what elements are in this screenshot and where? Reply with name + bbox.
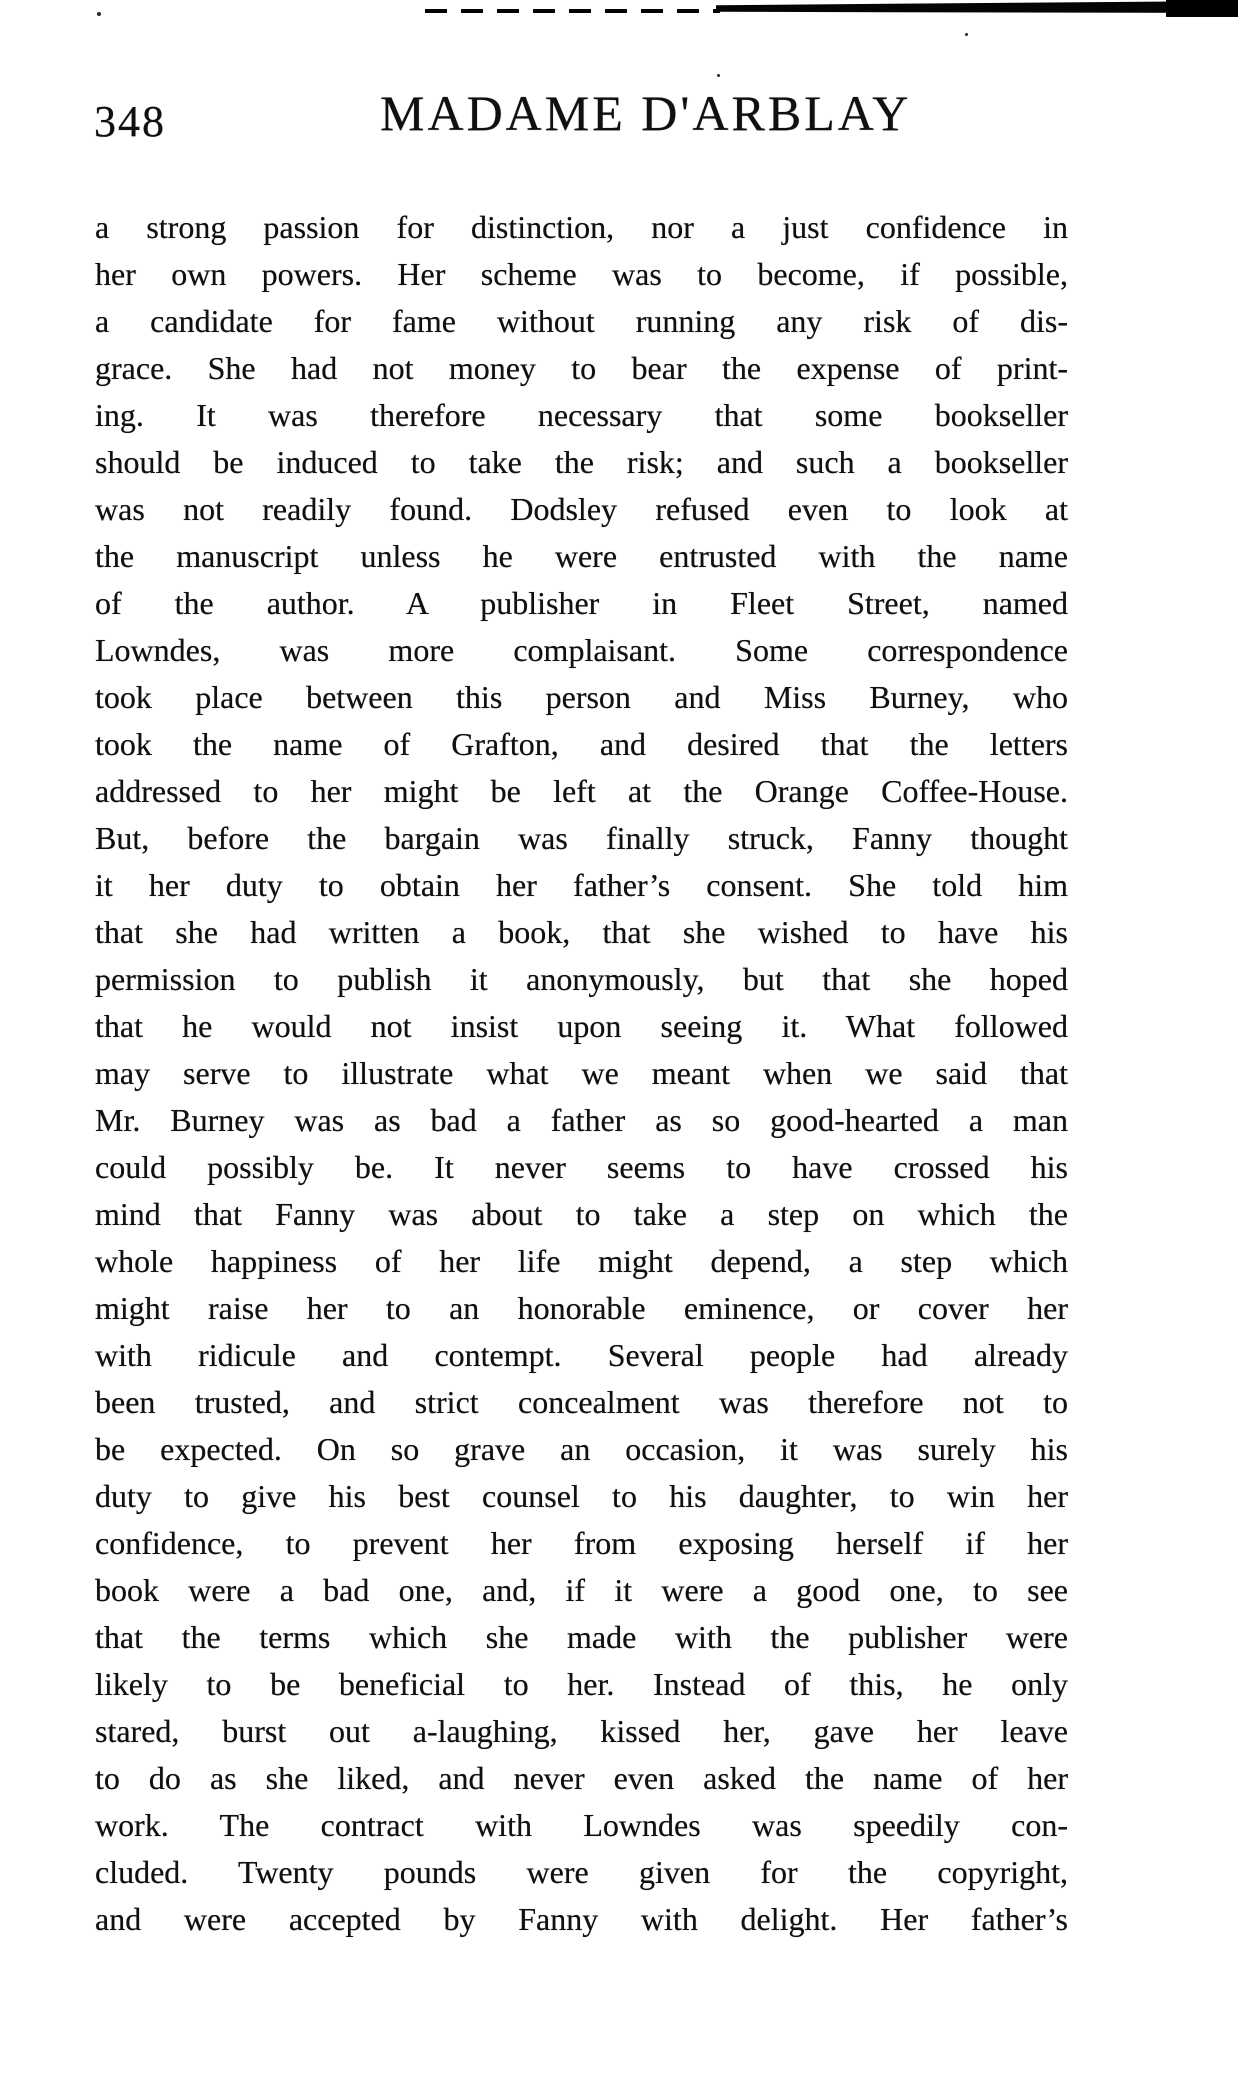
text-line: mind that Fanny was about to take a step on which the bbox=[95, 1196, 1068, 1232]
text-line: a strong passion for distinction, nor a just confidence in bbox=[95, 209, 1068, 245]
text-line: work. The contract with Lowndes was speedily con- bbox=[95, 1807, 1068, 1843]
scan-artifact-dashed-line bbox=[425, 9, 720, 13]
scan-speck bbox=[965, 33, 968, 36]
text-line: was not readily found. Dodsley refused even to look at bbox=[95, 491, 1068, 527]
text-line: of the author. A publisher in Fleet Street, named bbox=[95, 585, 1068, 621]
text-line: But, before the bargain was finally struck, Fanny thought bbox=[95, 820, 1068, 856]
body-text bbox=[95, 204, 1068, 1943]
text-line: may serve to illustrate what we meant when we said that bbox=[95, 1055, 1068, 1091]
text-line: confidence, to prevent her from exposing herself if her bbox=[95, 1525, 1068, 1561]
page-header bbox=[0, 80, 1238, 150]
text-line: permission to publish it anonymously, but that she hoped bbox=[95, 961, 1068, 997]
text-line: could possibly be. It never seems to have crossed his bbox=[95, 1149, 1068, 1185]
text-line: took the name of Grafton, and desired that the letters bbox=[95, 726, 1068, 762]
text-line: whole happiness of her life might depend, a step which bbox=[95, 1243, 1068, 1279]
text-line: Mr. Burney was as bad a father as so good-hearted a man bbox=[95, 1102, 1068, 1138]
running-title: MADAME D'ARBLAY bbox=[380, 85, 912, 141]
text-line: to do as she liked, and never even asked the name of her bbox=[95, 1760, 1068, 1796]
scan-speck bbox=[717, 74, 720, 77]
text-line: stared, burst out a-laughing, kissed her, gave her leave bbox=[95, 1713, 1068, 1749]
text-line: duty to give his best counsel to his daughter, to win her bbox=[95, 1478, 1068, 1514]
text-line: that he would not insist upon seeing it. What followed bbox=[95, 1008, 1068, 1044]
text-line: and were accepted by Fanny with delight. Her father’s bbox=[95, 1901, 1068, 1937]
text-line: grace. She had not money to bear the expense of print- bbox=[95, 350, 1068, 386]
text-line: that she had written a book, that she wished to have his bbox=[95, 914, 1068, 950]
text-line: a candidate for fame without running any risk of dis- bbox=[95, 303, 1068, 339]
text-line: be expected. On so grave an occasion, it was surely his bbox=[95, 1431, 1068, 1467]
text-line: Lowndes, was more complaisant. Some correspondence bbox=[95, 632, 1068, 668]
text-line: likely to be beneficial to her. Instead of this, he only bbox=[95, 1666, 1068, 1702]
scan-artifact-corner bbox=[1166, 0, 1238, 17]
scan-artifact-thick-bar bbox=[716, 1, 1238, 13]
text-line: book were a bad one, and, if it were a good one, to see bbox=[95, 1572, 1068, 1608]
text-line: it her duty to obtain her father’s consent. She told him bbox=[95, 867, 1068, 903]
text-line: addressed to her might be left at the Orange Coffee-House. bbox=[95, 773, 1068, 809]
text-line: the manuscript unless he were entrusted with the name bbox=[95, 538, 1068, 574]
scan-speck bbox=[97, 12, 101, 16]
text-line: her own powers. Her scheme was to become, if possible, bbox=[95, 256, 1068, 292]
text-line: might raise her to an honorable eminence, or cover her bbox=[95, 1290, 1068, 1326]
text-line: with ridicule and contempt. Several people had already bbox=[95, 1337, 1068, 1373]
text-line: that the terms which she made with the publisher were bbox=[95, 1619, 1068, 1655]
text-line: cluded. Twenty pounds were given for the copyright, bbox=[95, 1854, 1068, 1890]
text-line: took place between this person and Miss Burney, who bbox=[95, 679, 1068, 715]
text-line: ing. It was therefore necessary that some bookseller bbox=[95, 397, 1068, 433]
text-line: should be induced to take the risk; and such a bookseller bbox=[95, 444, 1068, 480]
page-number: 348 bbox=[94, 97, 166, 146]
text-line: been trusted, and strict concealment was therefore not to bbox=[95, 1384, 1068, 1420]
